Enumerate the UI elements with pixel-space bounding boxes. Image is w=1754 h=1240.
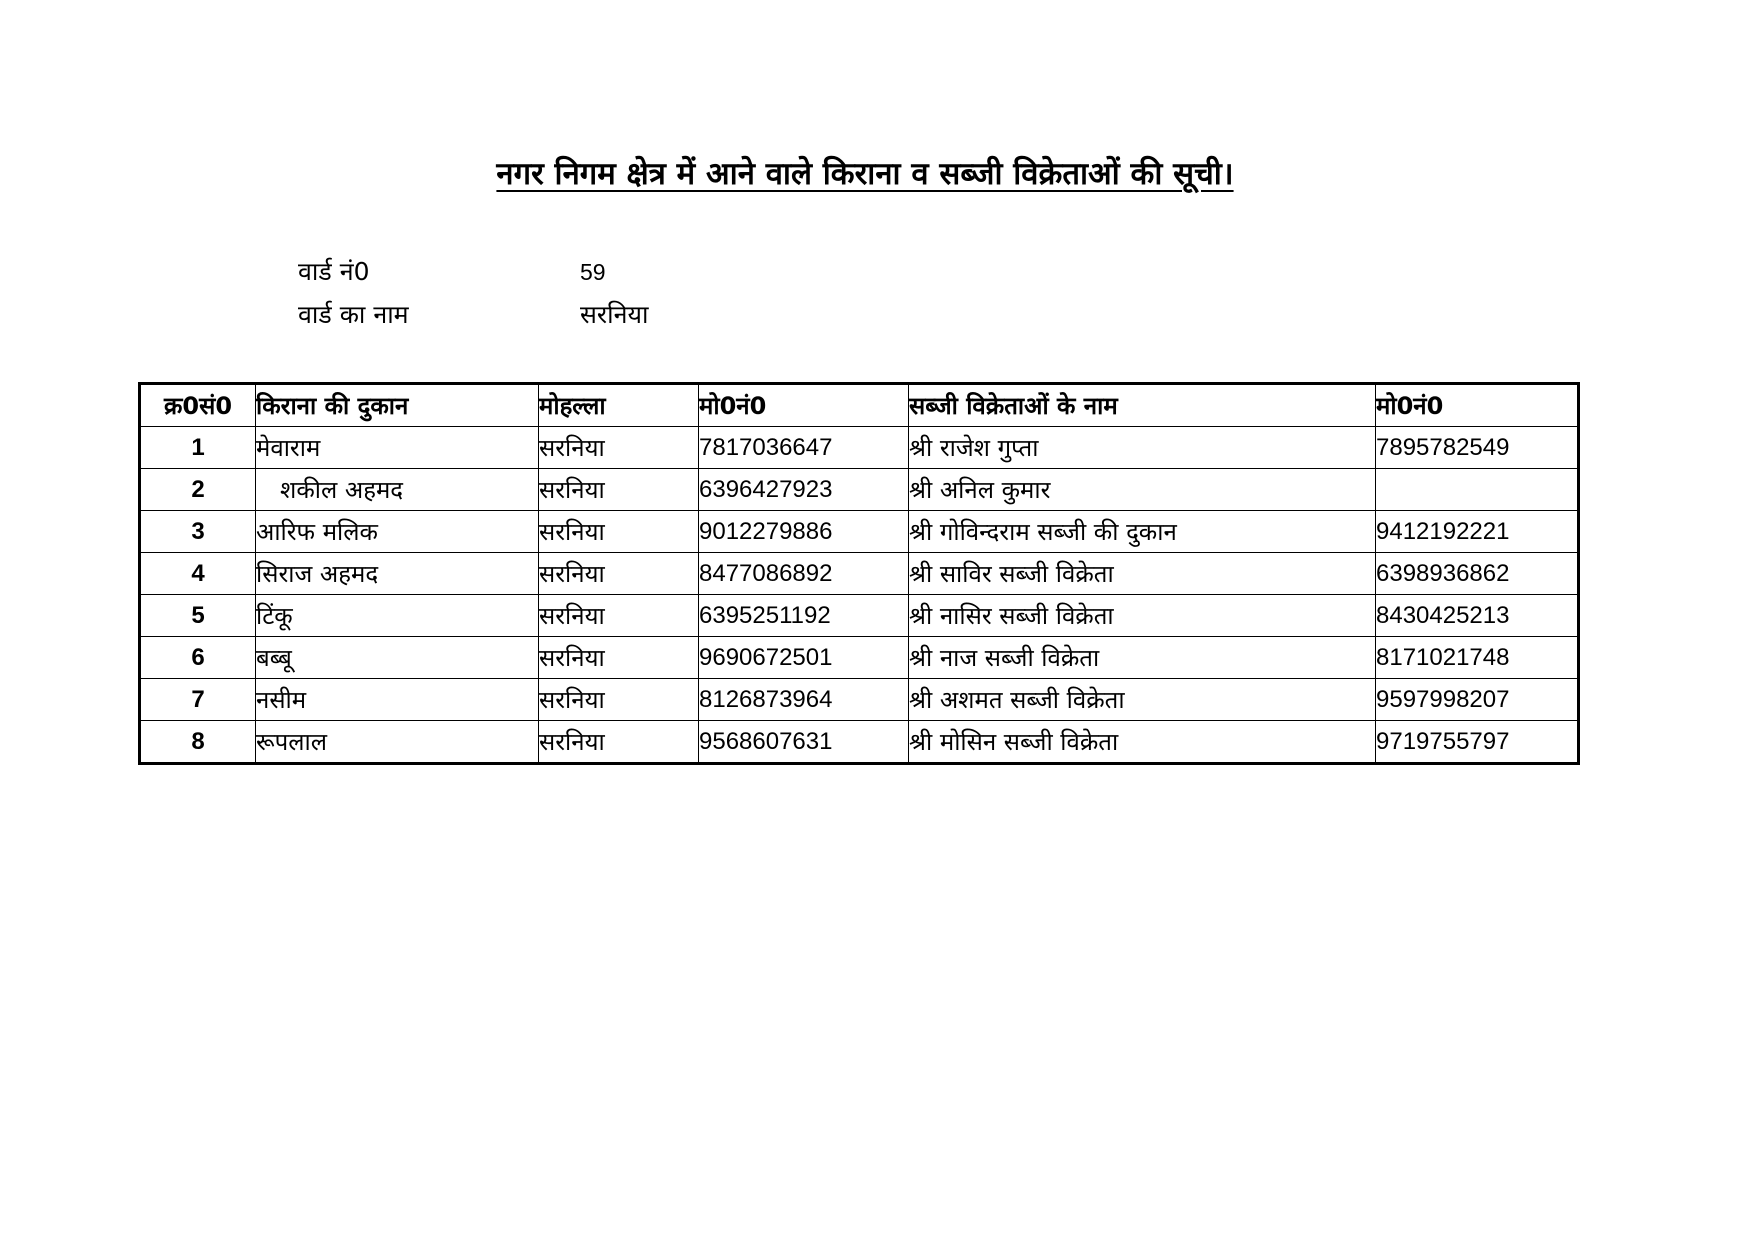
cell-vegetable-vendor: श्री साविर सब्जी विक्रेता (909, 553, 1376, 595)
cell-mobile-2: 8430425213 (1376, 595, 1579, 637)
cell-serial: 4 (140, 553, 256, 595)
cell-locality: सरनिया (539, 679, 699, 721)
cell-vegetable-vendor: श्री अशमत सब्जी विक्रेता (909, 679, 1376, 721)
table-row (140, 511, 1579, 553)
vendor-table (138, 382, 1580, 765)
table-row (140, 679, 1579, 721)
cell-locality: सरनिया (539, 553, 699, 595)
cell-grocery-shop: बब्बू (256, 637, 539, 679)
cell-grocery-shop: नसीम (256, 679, 539, 721)
ward-name-value: सरनिया (580, 300, 649, 329)
cell-mobile-2 (1376, 469, 1579, 511)
cell-vegetable-vendor: श्री राजेश गुप्ता (909, 427, 1376, 469)
ward-number-label: वार्ड नं0 (298, 257, 370, 286)
cell-mobile-1: 9012279886 (699, 511, 909, 553)
cell-grocery-shop: शकील अहमद (256, 469, 539, 511)
cell-serial: 2 (140, 469, 256, 511)
table-row (140, 637, 1579, 679)
cell-vegetable-vendor: श्री गोविन्दराम सब्जी की दुकान (909, 511, 1376, 553)
cell-mobile-2: 9597998207 (1376, 679, 1579, 721)
cell-vegetable-vendor: श्री मोसिन सब्जी विक्रेता (909, 721, 1376, 764)
header-serial: क्र0सं0 (140, 384, 256, 427)
ward-number-value: 59 (580, 259, 606, 285)
cell-locality: सरनिया (539, 511, 699, 553)
table-row (140, 553, 1579, 595)
cell-grocery-shop: रूपलाल (256, 721, 539, 764)
cell-mobile-1: 7817036647 (699, 427, 909, 469)
cell-serial: 1 (140, 427, 256, 469)
cell-vegetable-vendor: श्री अनिल कुमार (909, 469, 1376, 511)
cell-mobile-1: 9690672501 (699, 637, 909, 679)
header-mobile-1: मो0नं0 (699, 384, 909, 427)
header-grocery-shop: किराना की दुकान (256, 384, 539, 427)
ward-name-label: वार्ड का नाम (298, 300, 409, 329)
table-row (140, 427, 1579, 469)
table-row (140, 469, 1579, 511)
table-row (140, 721, 1579, 764)
cell-locality: सरनिया (539, 469, 699, 511)
cell-locality: सरनिया (539, 637, 699, 679)
cell-mobile-2: 7895782549 (1376, 427, 1579, 469)
cell-locality: सरनिया (539, 595, 699, 637)
cell-mobile-2: 9412192221 (1376, 511, 1579, 553)
cell-grocery-shop: आरिफ मलिक (256, 511, 539, 553)
document-title (0, 152, 1730, 194)
cell-locality: सरनिया (539, 427, 699, 469)
header-locality: मोहल्ला (539, 384, 699, 427)
table-row (140, 595, 1579, 637)
cell-vegetable-vendor: श्री नासिर सब्जी विक्रेता (909, 595, 1376, 637)
cell-serial: 7 (140, 679, 256, 721)
header-mobile-2: मो0नं0 (1376, 384, 1579, 427)
document-title-text: नगर निगम क्षेत्र में आने वाले किराना व सब्जी विक्रेताओं की सूची। (496, 156, 1234, 192)
cell-serial: 5 (140, 595, 256, 637)
cell-mobile-2: 8171021748 (1376, 637, 1579, 679)
header-vegetable-vendor: सब्जी विक्रेताओं के नाम (909, 384, 1376, 427)
cell-mobile-1: 9568607631 (699, 721, 909, 764)
cell-serial: 6 (140, 637, 256, 679)
cell-serial: 8 (140, 721, 256, 764)
cell-mobile-1: 6396427923 (699, 469, 909, 511)
cell-mobile-1: 8477086892 (699, 553, 909, 595)
table-header-row (140, 384, 1579, 427)
cell-grocery-shop: मेवाराम (256, 427, 539, 469)
cell-mobile-2: 9719755797 (1376, 721, 1579, 764)
cell-mobile-2: 6398936862 (1376, 553, 1579, 595)
cell-locality: सरनिया (539, 721, 699, 764)
cell-mobile-1: 8126873964 (699, 679, 909, 721)
cell-grocery-shop: सिराज अहमद (256, 553, 539, 595)
cell-vegetable-vendor: श्री नाज सब्जी विक्रेता (909, 637, 1376, 679)
cell-grocery-shop: टिंकू (256, 595, 539, 637)
cell-mobile-1: 6395251192 (699, 595, 909, 637)
cell-serial: 3 (140, 511, 256, 553)
